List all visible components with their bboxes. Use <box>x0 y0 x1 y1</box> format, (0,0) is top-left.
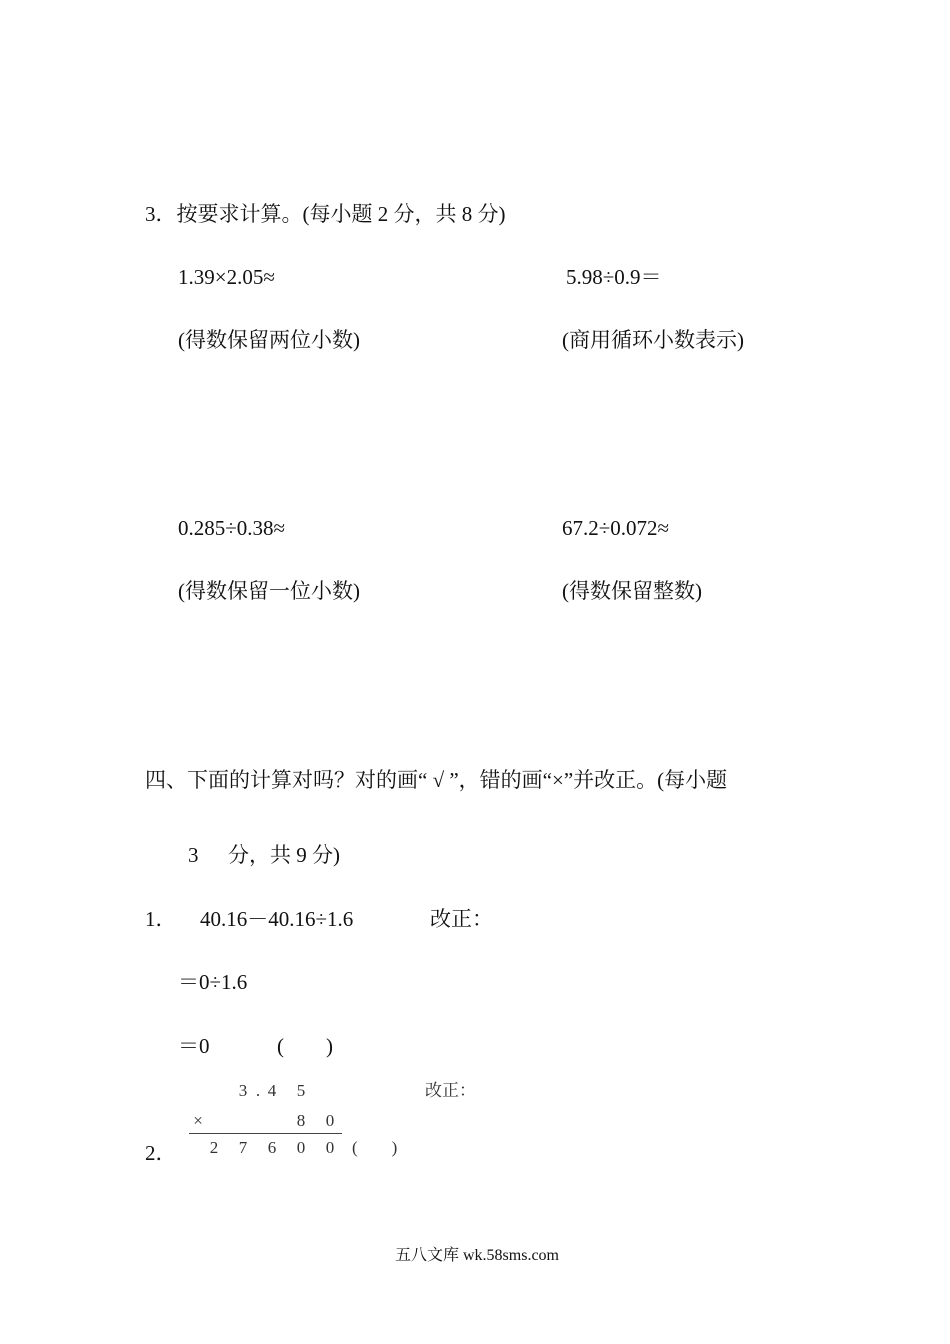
problem4-note: (得数保留整数) <box>562 579 702 603</box>
q1-answer-bracket: ( ) <box>277 1034 333 1058</box>
product-digit: 7 <box>238 1138 248 1157</box>
problem3-expression: 0.285÷0.38≈ <box>178 516 286 540</box>
q2-correction-label: 改正： <box>425 1081 476 1100</box>
q1-step3: ＝0 <box>178 1034 210 1058</box>
q2-number: 2． <box>145 1141 177 1165</box>
multiplier-digit: 0 <box>325 1111 335 1130</box>
multiplicand-digit: 5 <box>296 1081 306 1100</box>
problem1-expression: 1.39×2.05≈ <box>178 265 275 289</box>
multiplier-digit: 8 <box>296 1111 306 1130</box>
problem4-expression: 67.2÷0.072≈ <box>562 516 670 540</box>
q1-expression: 40.16－40.16÷1.6 <box>200 907 354 931</box>
problem2-note: (商用循环小数表示) <box>562 328 744 352</box>
q1-number: 1． <box>145 907 177 931</box>
problem2-expression: 5.98÷0.9＝ <box>566 265 662 289</box>
q1-correction-label: 改正： <box>430 907 493 931</box>
multiply-operator: × <box>193 1111 203 1130</box>
footer-source: 五八文库 wk.58sms.com <box>395 1247 560 1264</box>
section4-heading: 四、下面的计算对吗？对的画“ √ ”，错的画“×”并改正。(每小题 <box>145 768 728 792</box>
product-digit: 6 <box>267 1138 277 1157</box>
section3-title: 3．按要求计算。(每小题 2 分，共 8 分) <box>145 202 506 226</box>
vertical-calc-rule <box>189 1133 342 1134</box>
multiplicand-digit: 3 <box>238 1081 248 1100</box>
section4-heading-number: 3 <box>188 843 199 867</box>
problem3-note: (得数保留一位小数) <box>178 579 360 603</box>
q2-answer-bracket: ( ) <box>352 1138 398 1157</box>
q1-step2: ＝0÷1.6 <box>178 970 248 994</box>
multiplicand-decimal-point: . <box>255 1081 261 1100</box>
problem1-note: (得数保留两位小数) <box>178 328 360 352</box>
product-digit: 0 <box>296 1138 306 1157</box>
section4-heading-continuation: 分，共 9 分) <box>228 843 340 867</box>
multiplicand-digit: 4 <box>267 1081 277 1100</box>
product-digit: 2 <box>209 1138 219 1157</box>
product-digit: 0 <box>325 1138 335 1157</box>
